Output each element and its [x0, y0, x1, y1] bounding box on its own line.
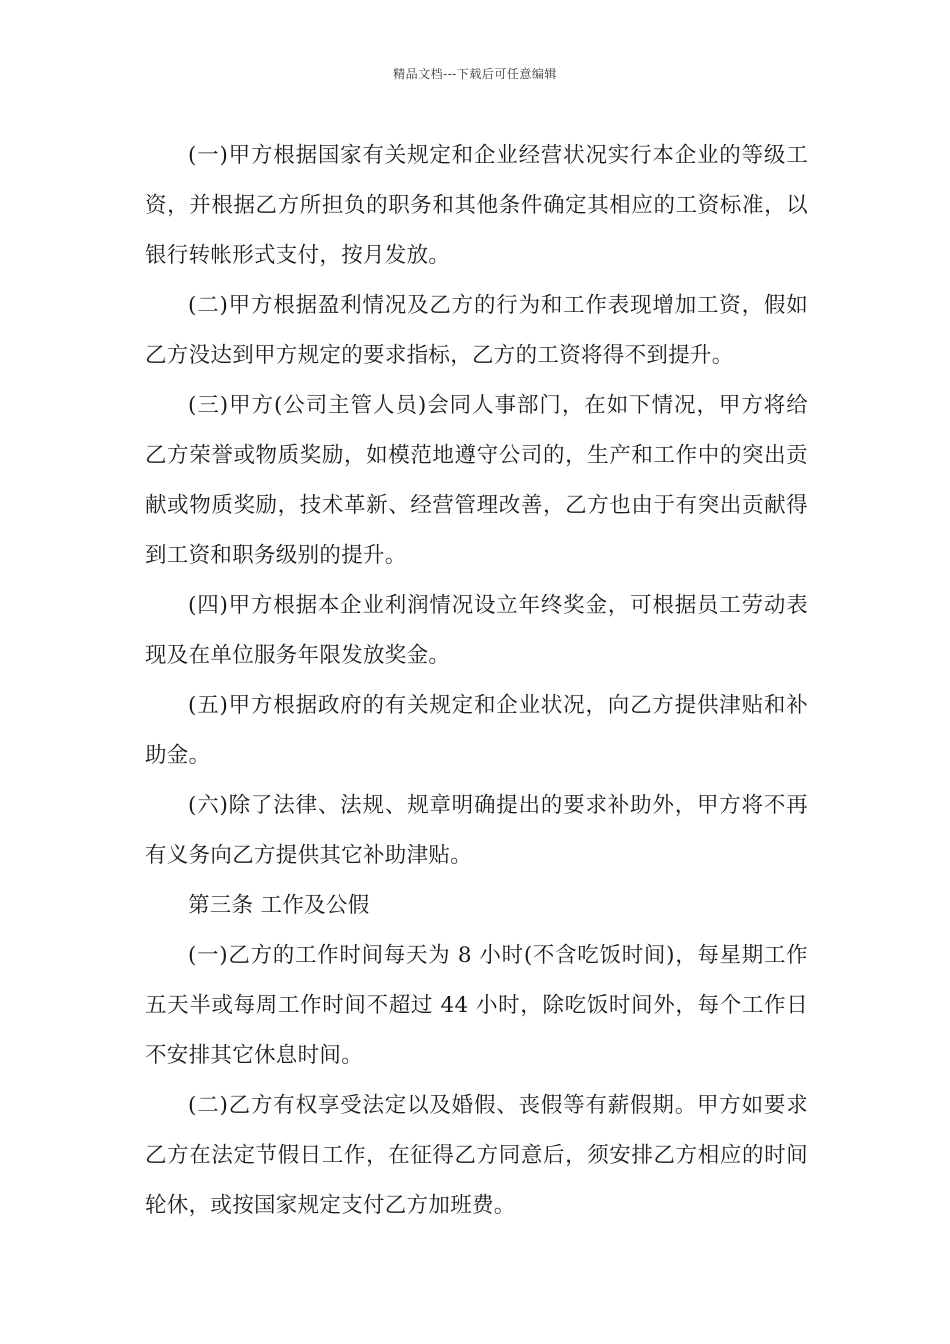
page-header: 精品文档---下载后可任意编辑: [393, 67, 557, 81]
paragraph-working-hours: (一)乙方的工作时间每天为 8 小时(不含吃饭时间)，每星期工作五天半或每周工作时间不超过 44 小时，除吃饭时间外，每个工作日不安排其它休息时间。: [145, 943, 808, 1068]
section-heading-article-3: 第三条 工作及公假: [188, 893, 370, 918]
paragraph-paid-leave: (二)乙方有权享受法定以及婚假、丧假等有薪假期。甲方如要求乙方在法定节假日工作，在征得乙方同意后，须安排乙方相应的时间轮休，或按国家规定支付乙方加班费。: [145, 1093, 808, 1218]
paragraph-salary-grade: (一)甲方根据国家有关规定和企业经营状况实行本企业的等级工资，并根据乙方所担负的职务和其他条件确定其相应的工资标准，以银行转帐形式支付，按月发放。: [145, 143, 808, 268]
paragraph-no-other-subsidy: (六)除了法律、法规、规章明确提出的要求补助外，甲方将不再有义务向乙方提供其它补助津贴。: [145, 793, 808, 868]
paragraph-year-end-bonus: (四)甲方根据本企业利润情况设立年终奖金，可根据员工劳动表现及在单位服务年限发放奖金。: [145, 593, 808, 668]
document-body: [145, 131, 808, 1231]
paragraph-rewards: (三)甲方(公司主管人员)会同人事部门，在如下情况，甲方将给乙方荣誉或物质奖励，如模范地遵守公司的，生产和工作中的突出贡献或物质奖励，技术革新、经营管理改善，乙方也由于有突出贡献得到工资和职务级别的提升。: [145, 393, 808, 568]
paragraph-salary-increase: (二)甲方根据盈利情况及乙方的行为和工作表现增加工资，假如乙方没达到甲方规定的要求指标，乙方的工资将得不到提升。: [145, 293, 808, 368]
paragraph-allowance: (五)甲方根据政府的有关规定和企业状况，向乙方提供津贴和补助金。: [145, 693, 808, 768]
